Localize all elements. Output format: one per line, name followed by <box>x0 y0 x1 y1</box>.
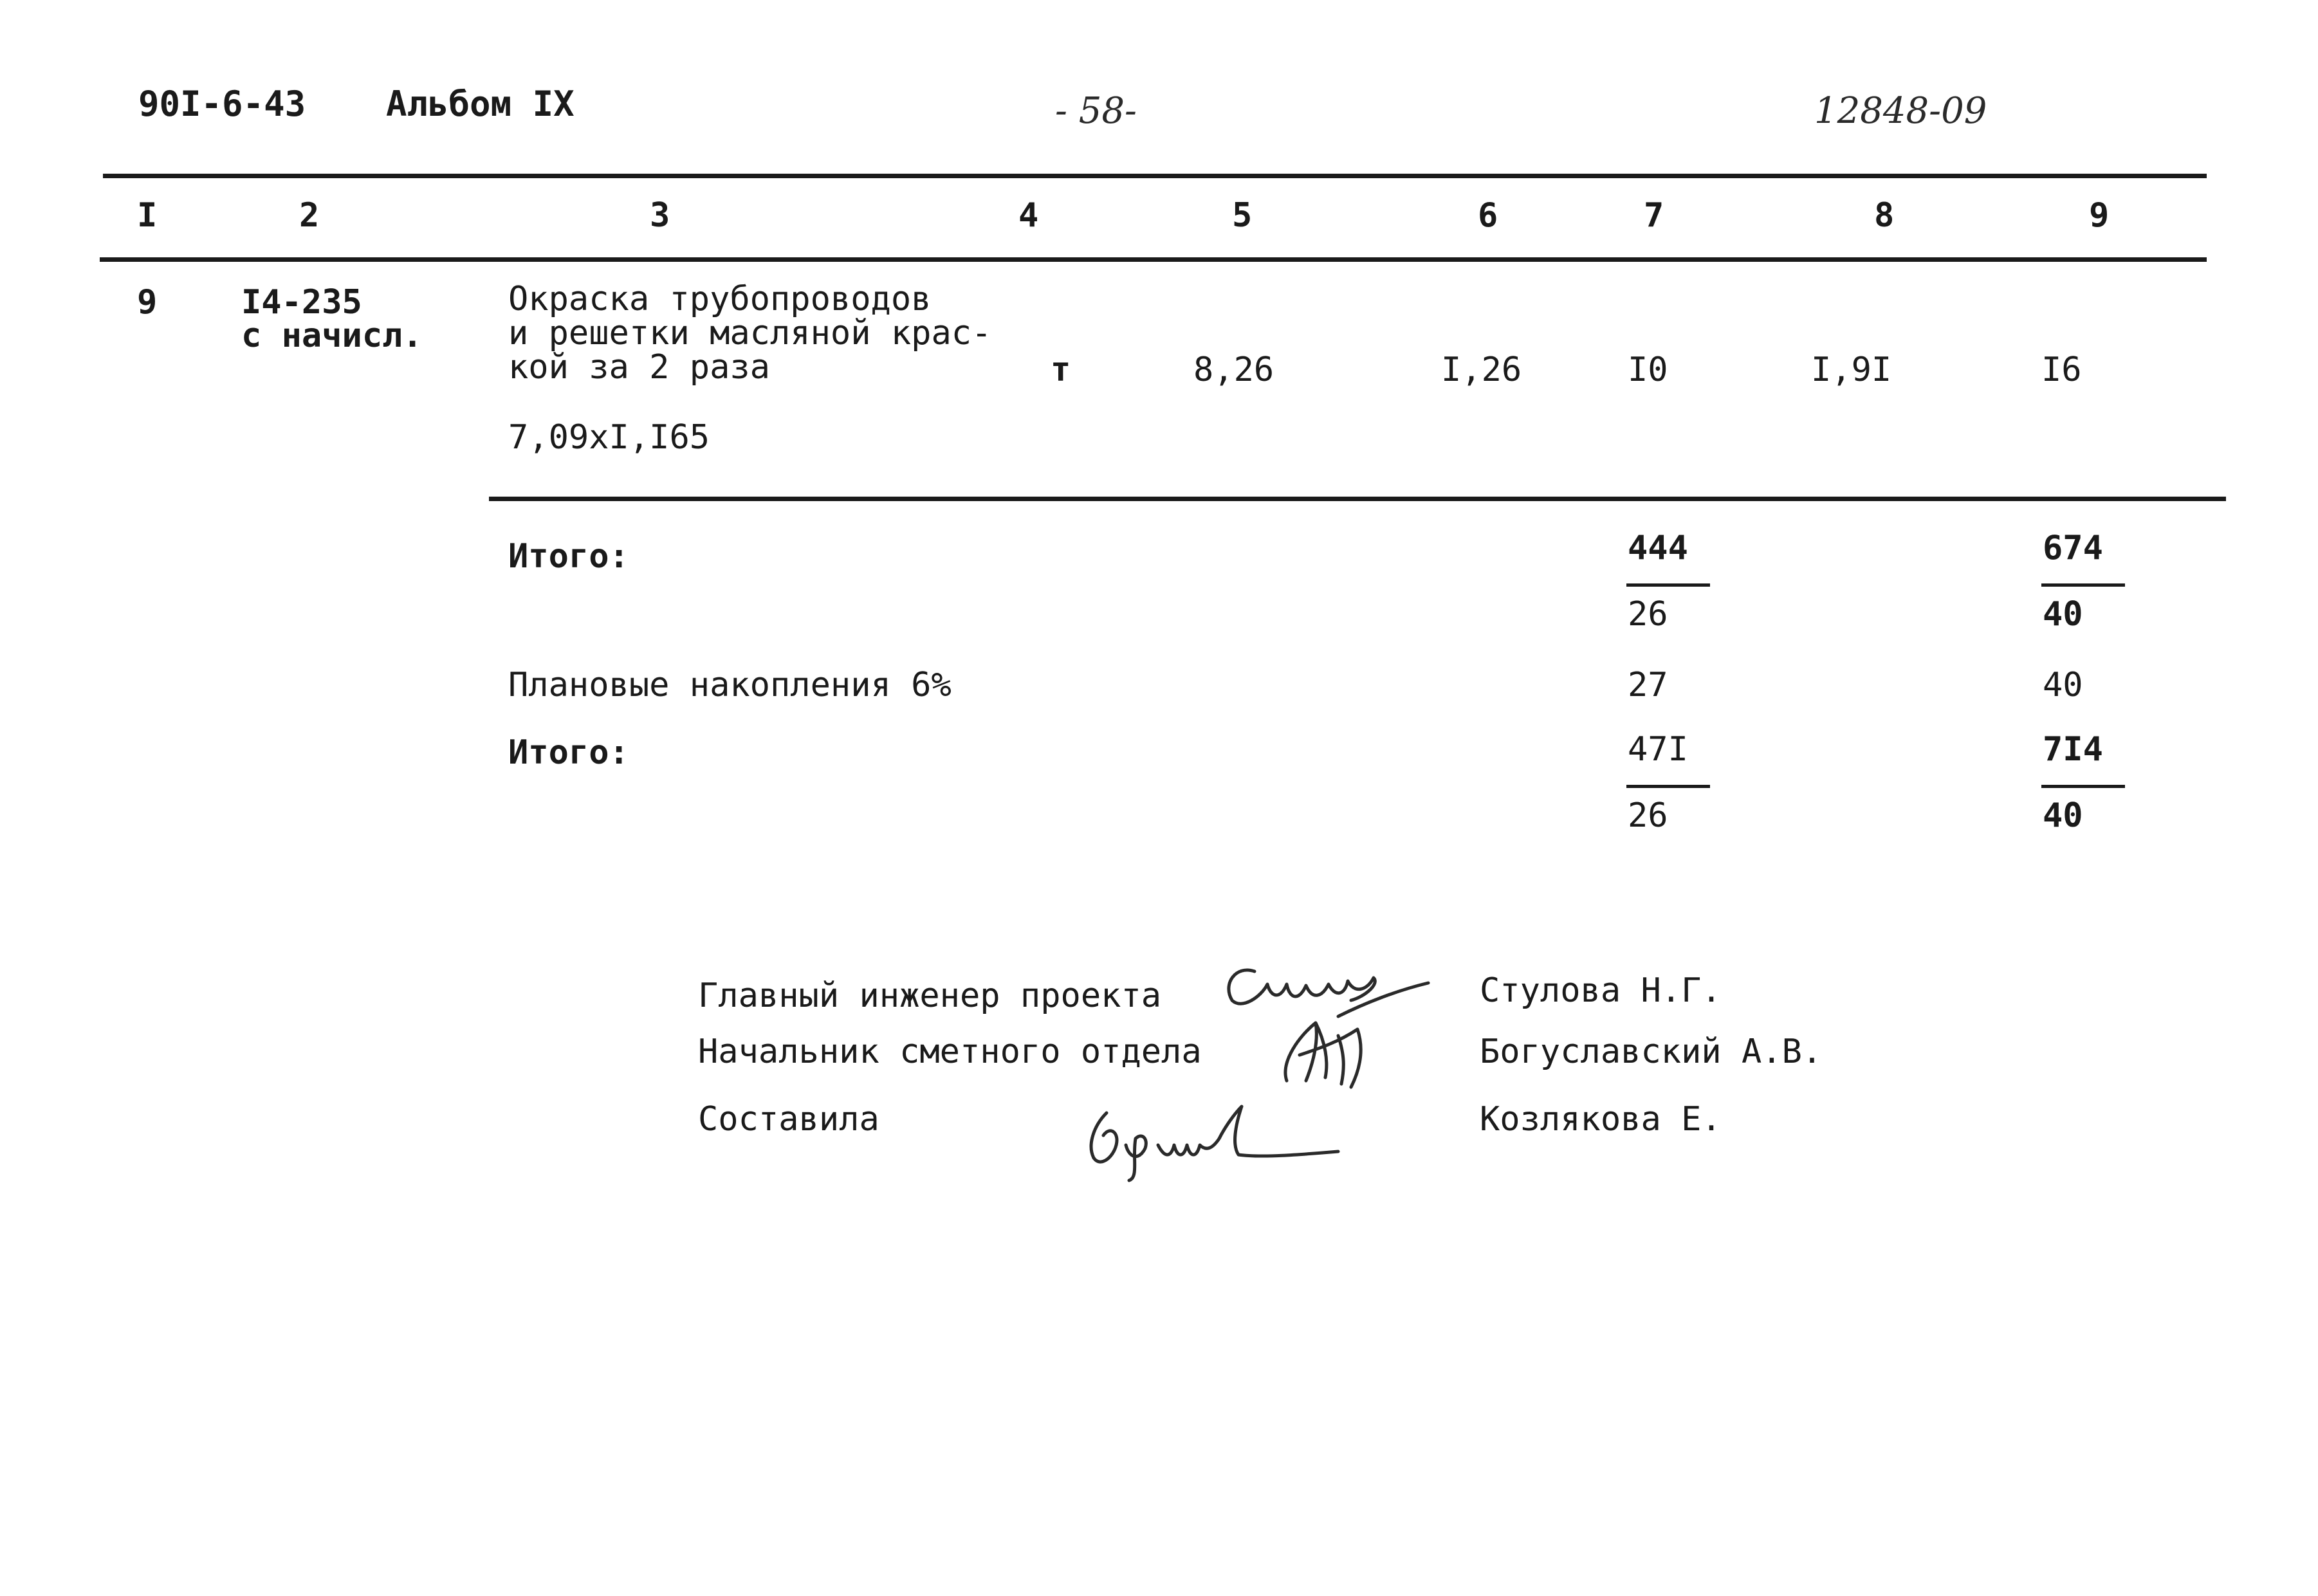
total-1-col7-fraction-line <box>1626 583 1710 587</box>
total-2-col9-top: 7I4 <box>2043 730 2103 769</box>
document-code: 90I-6-43 <box>138 84 306 124</box>
row-unit: т <box>1051 351 1071 389</box>
column-header-7: 7 <box>1644 196 1664 235</box>
column-header-9: 9 <box>2089 196 2110 235</box>
total-1-col9-fraction-line <box>2041 583 2125 587</box>
total-2-col7-fraction-line <box>1626 785 1710 788</box>
row-description-line3: кой за 2 раза <box>508 348 770 387</box>
column-header-1: I <box>137 196 158 235</box>
column-header-2: 2 <box>299 196 320 235</box>
album-label: Альбом IX <box>386 84 575 124</box>
row-formula: 7,09xI,I65 <box>508 418 710 457</box>
column-header-5: 5 <box>1232 196 1253 235</box>
row-col7: I0 <box>1628 351 1668 389</box>
total-label-1: Итого: <box>508 537 629 576</box>
column-header-4: 4 <box>1018 196 1039 235</box>
row-number: 9 <box>137 283 158 322</box>
total-1-col9-top: 674 <box>2043 529 2103 567</box>
total-1-col7-bottom: 26 <box>1628 595 1668 634</box>
row-col5: 8,26 <box>1193 351 1274 389</box>
header-bottom-rule <box>100 257 2207 262</box>
row-bottom-rule <box>489 497 2226 501</box>
total-2-col7-bottom: 26 <box>1628 796 1668 835</box>
row-code: I4-235 <box>241 283 362 322</box>
signature-role-3: Составила <box>698 1100 879 1139</box>
total-2-col7-top: 47I <box>1628 730 1688 769</box>
top-rule <box>103 174 2207 178</box>
column-header-8: 8 <box>1874 196 1895 235</box>
total-1-col9-bottom: 40 <box>2043 595 2083 634</box>
row-col9: I6 <box>2041 351 2082 389</box>
signature-role-2: Начальник сметного отдела <box>698 1032 1202 1071</box>
signature-compiler <box>1055 1087 1357 1184</box>
column-header-6: 6 <box>1478 196 1498 235</box>
column-header-3: 3 <box>650 196 670 235</box>
signature-estimating-head <box>1261 1004 1390 1094</box>
row-col6: I,26 <box>1441 351 1522 389</box>
total-2-col9-bottom: 40 <box>2043 796 2083 835</box>
document-number: 12848-09 <box>1814 90 1987 132</box>
signature-name-2: Богуславский А.В. <box>1480 1032 1823 1071</box>
total-2-col9-fraction-line <box>2041 785 2125 788</box>
row-description-line1: Окраска трубопроводов <box>508 280 932 318</box>
total-label-2: Итого: <box>508 733 629 772</box>
page-number: - 58- <box>1055 90 1137 132</box>
row-description-line2: и решетки масляной крас- <box>508 314 992 353</box>
planned-savings-col9: 40 <box>2043 666 2083 704</box>
row-code-suffix: с начисл. <box>241 316 423 355</box>
signature-role-1: Главный инженер проекта <box>698 977 1162 1015</box>
planned-savings-col7: 27 <box>1628 666 1668 704</box>
planned-savings-label: Плановые накопления 6% <box>508 666 952 704</box>
signature-name-3: Козлякова Е. <box>1480 1100 1722 1139</box>
row-col8: I,9I <box>1811 351 1892 389</box>
signature-name-1: Стулова Н.Г. <box>1480 971 1722 1010</box>
total-1-col7-top: 444 <box>1628 529 1688 567</box>
